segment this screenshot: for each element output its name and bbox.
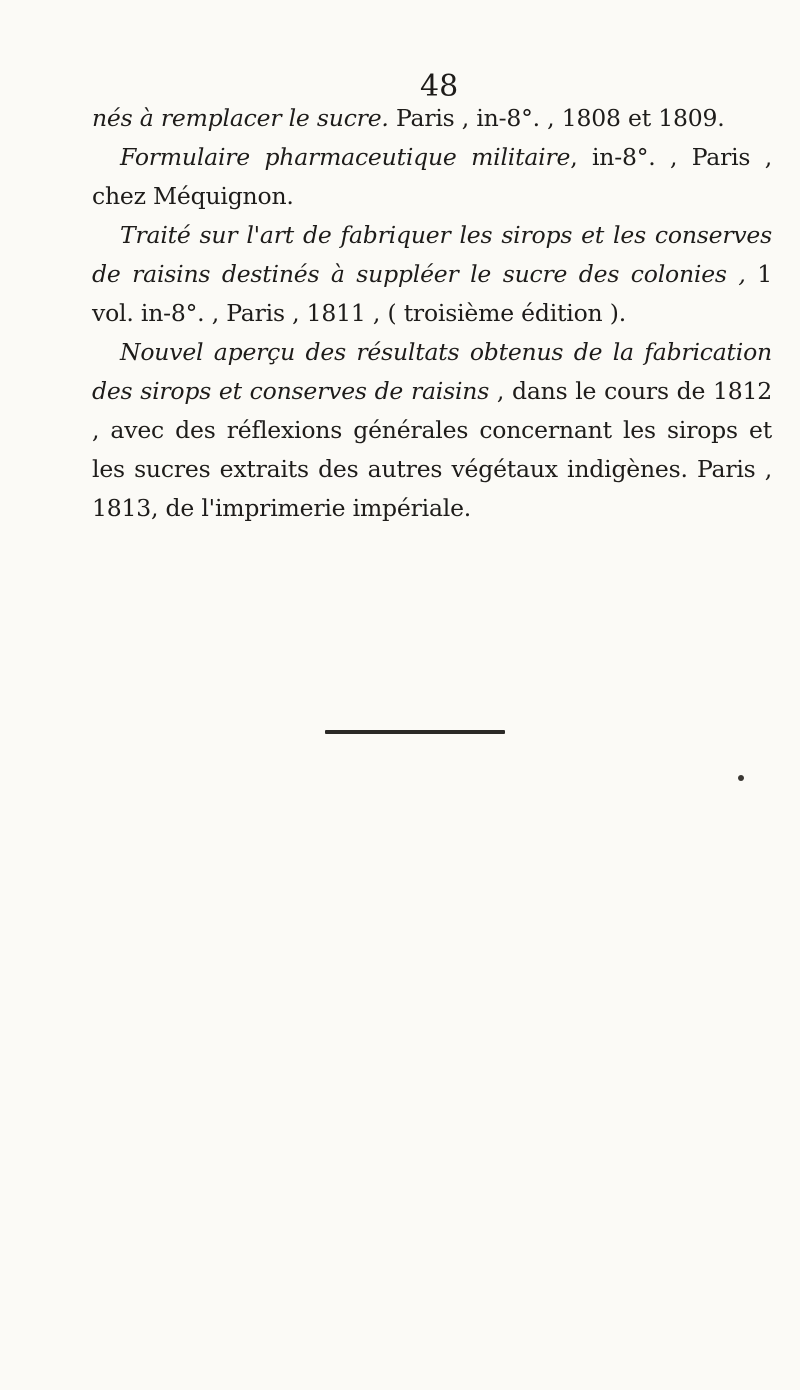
entry-title: Nouvel aperçu des résultats obtenus de la fabrication des sirops et conserves de raisins: [92, 338, 772, 405]
entry-details: Paris , in-8°. , 1808 et 1809.: [388, 104, 725, 132]
entry-details: , in-8°. , Paris , chez Méquignon.: [92, 143, 773, 210]
bibliography-text: [92, 99, 772, 528]
page-number: 48: [420, 69, 459, 104]
bibliography-entry: [92, 216, 772, 333]
entry-title: nés à remplacer le sucre.: [92, 104, 389, 132]
entry-title: Traité sur l'art de fabriquer les sirops et les conserves de raisins destinés à suppléer le sucre des colonies ,: [92, 221, 772, 288]
bibliography-entry-continuation: [92, 99, 772, 138]
entry-details: 1 vol. in-8°. , Paris , 1811 , ( troisième édition ).: [92, 260, 772, 327]
ink-speck: [738, 775, 744, 781]
entry-details: , dans le cours de 1812 , avec des réflexions générales concernant les sirops et les sucres extraits des autres végétaux indigènes. Paris , 1813, de l'imprimerie impériale.: [92, 377, 773, 522]
bibliography-entry: [92, 138, 772, 216]
entry-title: Formulaire pharmaceutique militaire: [120, 143, 571, 171]
bibliography-entry: [92, 333, 772, 528]
section-rule: [325, 730, 505, 734]
